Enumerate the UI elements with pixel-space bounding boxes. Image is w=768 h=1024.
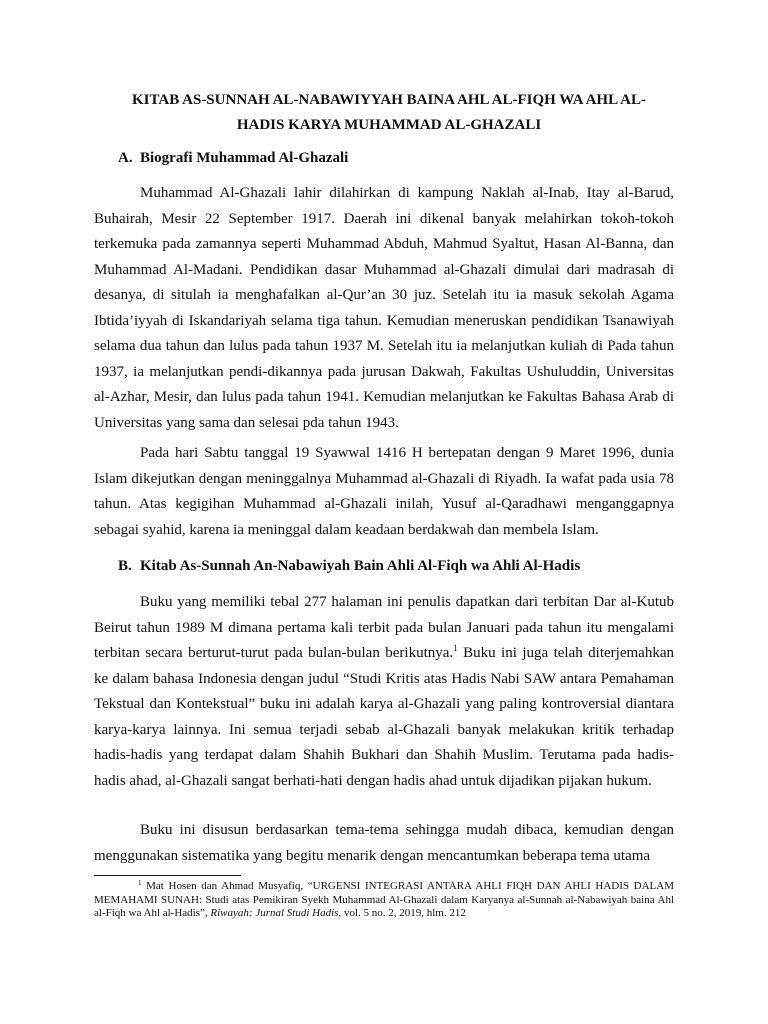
footnote-text: Mat Hosen dan Ahmad Musyafiq, “URGENSI INTEGRASI ANTARA AHLI FIQH DAN AHLI HADIS DALAM MEMAHAMI SUNAH: Studi atas Pemikiran Syekh Muhammad Al-Ghazali dalam Karyanya al-Sunnah al-Nabawiyah baina Ahl al-Fiqh wa Ahl al-Hadis”, [94,880,674,919]
section-b-title: Kitab As-Sunnah An-Nabawiyah Bain Ahli Al-Fiqh wa Ahli Al-Hadis [140,558,581,574]
section-b-paragraph-1 [94,590,674,794]
footnote-number: 1 [138,879,142,887]
section-a-title: Biografi Muhammad Al-Ghazali [140,150,349,166]
section-b-heading [118,556,580,576]
paragraph-text: Buku ini juga telah diterjemahkan ke dalam bahasa Indonesia dengan judul “Studi Kritis atas Hadis Nabi SAW antara Pemahaman Tekstual dan Kontekstual” buku ini adalah karya al-Ghazali yang paling kontroversial diantara karya-karya lainnya. Ini semua terjadi sebab al-Ghazali banyak melakukan kritik terhadap hadis-hadis yang terdapat dalam Shahih Bukhari dan Shahih Muslim. Terutama pada hadis-hadis ahad, al-Ghazali sangat berhati-hati dengan hadis ahad untuk dijadikan pijakan hukum. [94,645,674,789]
section-b-paragraph-2: Buku ini disusun berdasarkan tema-tema sehingga mudah dibaca, kemudian dengan menggunakan sistematika yang begitu menarik dengan mencantumkan beberapa tema utama [94,822,674,864]
paragraph-text: Buku yang memiliki tebal 277 halaman ini penulis dapatkan dari terbitan Dar al-Kutub Beirut tahun 1989 M dimana pertama kali terbit pada bulan Januari pada tahun itu mengalami terbitan secara berturut-turut pada bulan-bulan berikutnya. [94,594,674,661]
title-line-1: KITAB AS-SUNNAH AL-NABAWIYYAH BAINA AHL AL-FIQH WA AHL AL- [131,92,646,108]
section-b-number: B. [118,558,132,574]
footnote-reference[interactable]: 1 [453,643,458,653]
document-title [94,88,684,138]
section-a-number: A. [118,150,133,166]
footnote-text: vol. 5 no. 2, 2019, hlm. 212 [341,907,466,919]
title-line-2: HADIS KARYA MUHAMMAD AL-GHAZALI [236,117,542,133]
footnote-separator [94,875,241,876]
section-a-heading [118,148,348,168]
footnote [94,880,674,921]
section-a-paragraph-2: Pada hari Sabtu tanggal 19 Syawwal 1416 H bertepatan dengan 9 Maret 1996, dunia Islam dikejutkan dengan meninggalnya Muhammad al-Ghazali di Riyadh. Ia wafat pada usia 78 tahun. Atas kegigihan Muhammad al-Ghazali inilah, Yusuf al-Qaradhawi menganggapnya sebagai syahid, karena ia meninggal dalam keadaan berdakwah dan membela Islam. [94,445,674,538]
footnote-journal: Riwayah: Jurnal Studi Hadis, [210,907,342,919]
section-a-paragraph-1: Muhammad Al-Ghazali lahir dilahirkan di kampung Naklah al-Inab, Itay al-Barud, Buhairah, Mesir 22 September 1917. Daerah ini dikenal banyak melahirkan tokoh-tokoh terkemuka pada zamannya seperti Muhammad Abduh, Mahmud Syaltut, Hasan Al-Banna, dan Muhammad Al-Madani. Pendidikan dasar Muhammad al-Ghazali dimulai dari madrasah di desanya, di situlah ia menghafalkan al-Qur’an 30 juz. Setelah itu ia masuk sekolah Agama Ibtida’iyyah di Iskandariyah selama tiga tahun. Kemudian meneruskan pendidikan Tsanawiyah selama dua tahun dan lulus pada tahun 1937 M. Setelah itu ia melanjutkan kuliah di Pada tahun 1937, ia melanjutkan pendi-dikannya pada jurusan Dakwah, Fakultas Ushuluddin, Universitas al-Azhar, Mesir, dan lulus pada tahun 1941. Kemudian melanjutkan ke Fakultas Bahasa Arab di Universitas yang sama dan selesai pda tahun 1943. [94,185,674,431]
